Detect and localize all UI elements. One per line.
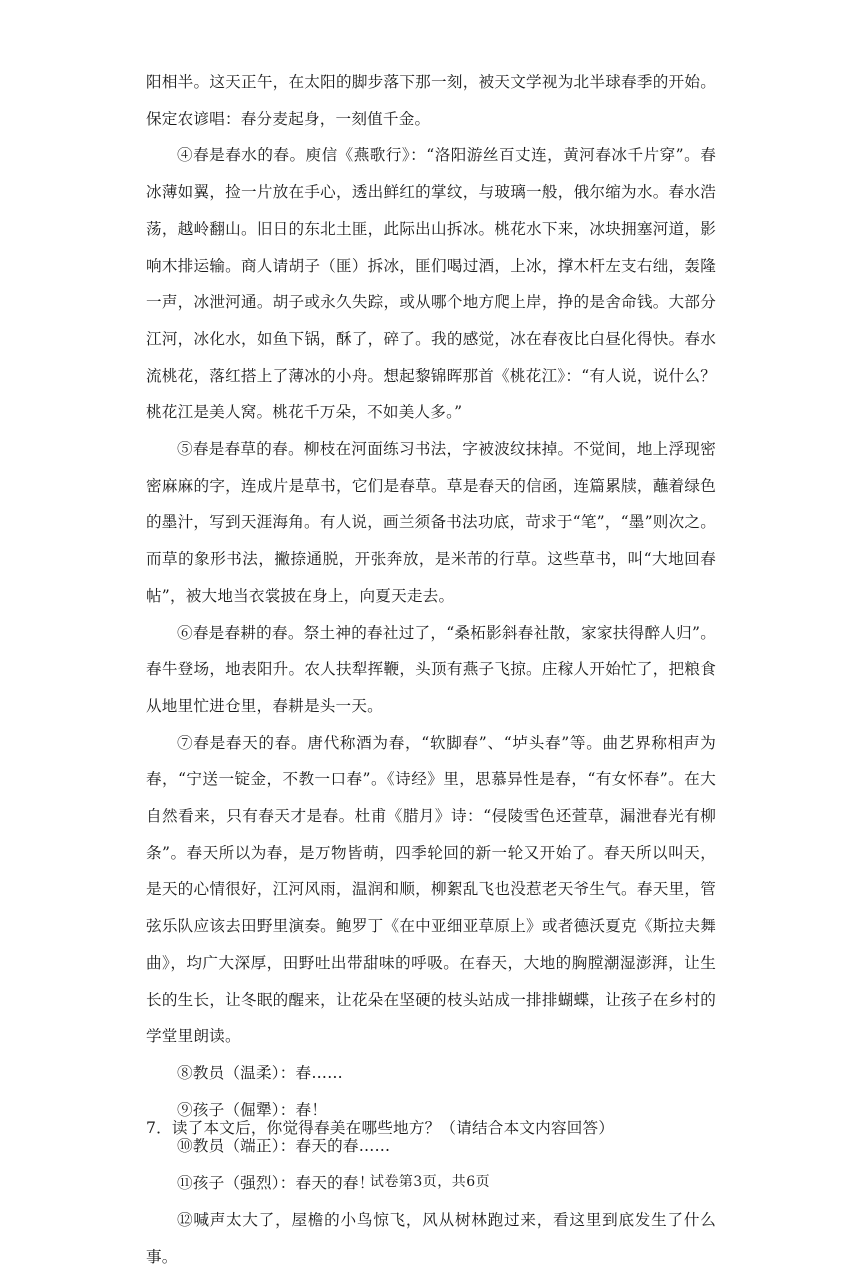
passage-paragraph-8: ⑧教员（温柔）：春…… bbox=[177, 1063, 343, 1082]
passage-paragraph-10: ⑩教员（端正）：春天的春…… bbox=[177, 1137, 391, 1156]
passage-paragraph-6: ⑥春是春耕的春。祭土神的春社过了，“桑柘影斜春社散，家家扶得醉人归”。春牛登场，地表阳升。农人扶犁挥鞭，头顶有燕子飞掠。庄稼人开始忙了，把粮食从地里忙进仓里，春耕是头一天。 bbox=[146, 623, 716, 715]
passage-paragraph-intro: 阳相半。这天正午，在太阳的脚步落下那一刻，被天文学视为北半球春季的开始。保定农谚唱：春分麦起身，一刻值千金。 bbox=[146, 73, 716, 128]
passage-paragraph-4: ④春是春水的春。庾信《燕歌行》：“洛阳游丝百丈连，黄河春冰千片穿”。春冰薄如翼，捡一片放在手心，透出鲜红的掌纹，与玻璃一般，俄尔缩为水。春水浩荡，越岭翻山。旧日的东北土匪，此际出山拆冰。桃花水下来，冰块拥塞河道，影响木排运输。商人请胡子（匪）拆冰，匪们喝过酒，上冰，撑木杆左支右绌，轰隆一声，冰泄河通。胡子或永久失踪，或从哪个地方爬上岸，挣的是舍命钱。大部分江河，冰化水，如鱼下锅，酥了，碎了。我的感觉，冰在春夜比白昼化得快。春水流桃花，落红搭上了薄冰的小舟。想起黎锦晖那首《桃花江》：“有人说，说什么？桃花江是美人窝。桃花千万朵，不如美人多。” bbox=[146, 146, 716, 422]
passage-paragraph-7: ⑦春是春天的春。唐代称酒为春，“软脚春”、“垆头春”等。曲艺界称相声为春，“宁送一锭金，不教一口春”。《诗经》里，思慕异性是春，“有女怀春”。在大自然看来，只有春天才是春。杜甫《腊月》诗：“侵陵雪色还萱草，漏泄春光有柳条”。春天所以为春，是万物皆萌，四季轮回的新一轮又开始了。春天所以叫天，是天的心情很好，江河风雨，温润和顺，柳絮乱飞也没惹老天爷生气。春天里，管弦乐队应该去田野里演奏。鲍罗丁《在中亚细亚草原上》或者德沃夏克《斯拉夫舞曲》，均广大深厚，田野吐出带甜味的呼吸。在春天，大地的胸膛潮湿澎湃，让生长的生长，让冬眠的醒来，让花朵在坚硬的枝头站成一排排蝴蝶，让孩子在乡村的学堂里朗读。 bbox=[146, 733, 716, 1046]
passage-paragraph-5: ⑤春是春草的春。柳枝在河面练习书法，字被波纹抹掉。不觉间，地上浮现密密麻麻的字，连成片是草书，它们是春草。草是春天的信函，连篇累牍，蘸着绿色的墨汁，写到天涯海角。有人说，画兰须备书法功底，苛求于“笔”，“墨”则次之。而草的象形书法，撇捺通脱，开张奔放，是米芾的行草。这些草书，叫“大地回春帖”，被大地当衣裳披在身上，向夏天走去。 bbox=[146, 440, 716, 605]
passage-paragraph-9: ⑨孩子（倔犟）：春！ bbox=[177, 1100, 328, 1119]
passage-paragraph-11: ⑪孩子（强烈）：春天的春！ bbox=[177, 1174, 375, 1193]
passage-paragraph-12: ⑫喊声太大了，屋檐的小鸟惊飞，风从树林跑过来，看这里到底发生了什么事。 bbox=[146, 1210, 716, 1266]
reading-passage bbox=[146, 64, 716, 1275]
question-7: 7．读了本文后，你觉得春美在哪些地方？（请结合本文内容回答） bbox=[146, 1119, 615, 1137]
page-footer: 试卷第3页，共6页 bbox=[369, 1174, 491, 1190]
